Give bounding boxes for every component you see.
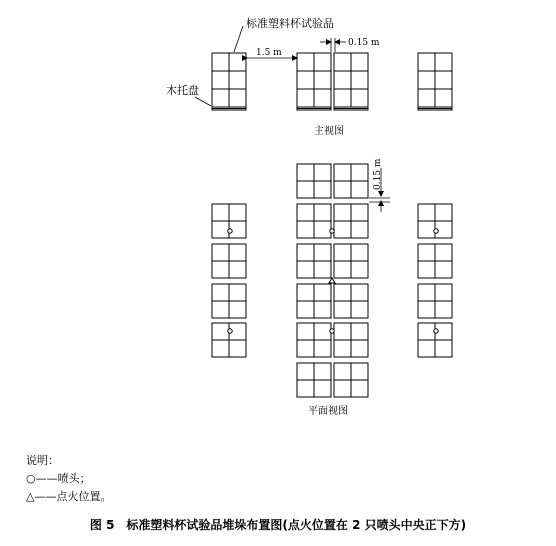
plan-view-title: 平面视图 bbox=[308, 406, 348, 417]
pallet-leader-line bbox=[195, 97, 211, 106]
figure-caption: 图 5 标准塑料杯试验品堆垛布置图(点火位置在 2 只喷头中央正下方) bbox=[89, 518, 467, 532]
legend-sprinkler bbox=[26, 470, 91, 486]
legend-heading: 说明： bbox=[26, 454, 59, 467]
plan-view bbox=[212, 164, 452, 397]
ignition-point-icon bbox=[329, 278, 335, 283]
small-dimension-label: 0.15 m bbox=[348, 38, 380, 48]
sprinkler-icon bbox=[330, 229, 334, 233]
ignition-symbol-icon: △ bbox=[26, 490, 35, 503]
sprinkler-icon bbox=[228, 229, 232, 233]
sprinkler-symbol-icon: ○ bbox=[26, 472, 36, 485]
sprinkler-icon bbox=[228, 329, 232, 333]
sprinkler-icon bbox=[330, 329, 334, 333]
front-view-annotations bbox=[195, 26, 346, 106]
ignition-legend-text: ——点火位置。 bbox=[34, 490, 112, 503]
sprinkler-legend-text: ——喷头； bbox=[35, 472, 91, 485]
front-view bbox=[212, 53, 452, 110]
front-view-title: 主视图 bbox=[314, 126, 344, 137]
gap-dimension-label: 1.5 m bbox=[256, 48, 282, 58]
cup-leader-line bbox=[234, 26, 243, 52]
pallet-label: 木托盘 bbox=[166, 84, 199, 97]
cup-sample-label: 标准塑料杯试验品 bbox=[246, 17, 334, 30]
sprinkler-icon bbox=[434, 229, 438, 233]
plan-dimension-label: 0.15 m bbox=[373, 158, 383, 190]
legend-ignition bbox=[26, 488, 111, 504]
sprinkler-icon bbox=[434, 329, 438, 333]
